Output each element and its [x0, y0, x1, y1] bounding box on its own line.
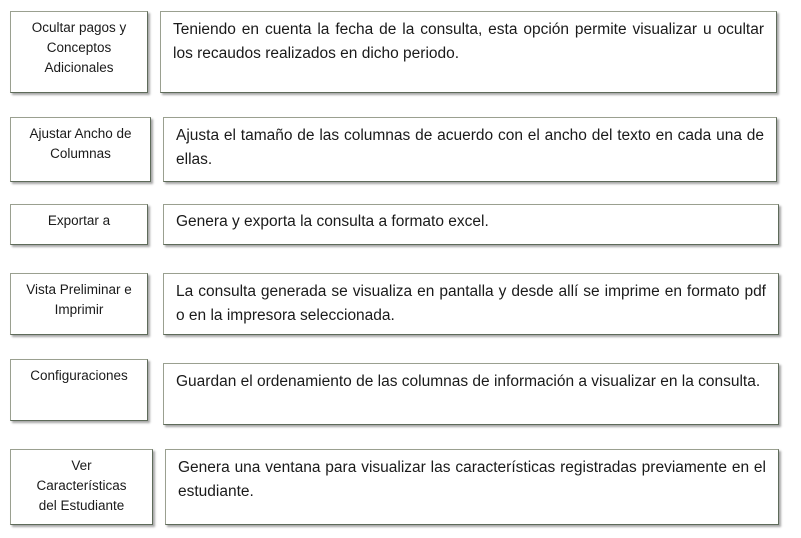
option-label-ajustar-ancho: Ajustar Ancho de Columnas: [10, 117, 151, 182]
option-description-ver-caracteristicas: Genera una ventana para visualizar las características registradas previamente en el estudiante.: [165, 449, 779, 525]
option-label-ver-caracteristicas: Ver Características del Estudiante: [10, 449, 153, 525]
option-label-vista-preliminar: Vista Preliminar e Imprimir: [10, 273, 148, 335]
option-label-ocultar-pagos: Ocultar pagos y Conceptos Adicionales: [10, 11, 148, 93]
option-description-ajustar-ancho: Ajusta el tamaño de las columnas de acuerdo con el ancho del texto en cada una de ellas.: [163, 117, 777, 182]
option-label-exportar: Exportar a: [10, 204, 148, 245]
option-description-ocultar-pagos: Teniendo en cuenta la fecha de la consulta, esta opción permite visualizar u ocultar los recaudos realizados en dicho periodo.: [160, 11, 777, 93]
option-description-exportar: Genera y exporta la consulta a formato excel.: [163, 204, 779, 245]
option-description-configuraciones: Guardan el ordenamiento de las columnas de información a visualizar en la consulta.: [163, 363, 779, 425]
option-description-vista-preliminar: La consulta generada se visualiza en pantalla y desde allí se imprime en formato pdf o en la impresora seleccionada.: [163, 273, 779, 335]
option-label-configuraciones: Configuraciones: [10, 359, 148, 421]
